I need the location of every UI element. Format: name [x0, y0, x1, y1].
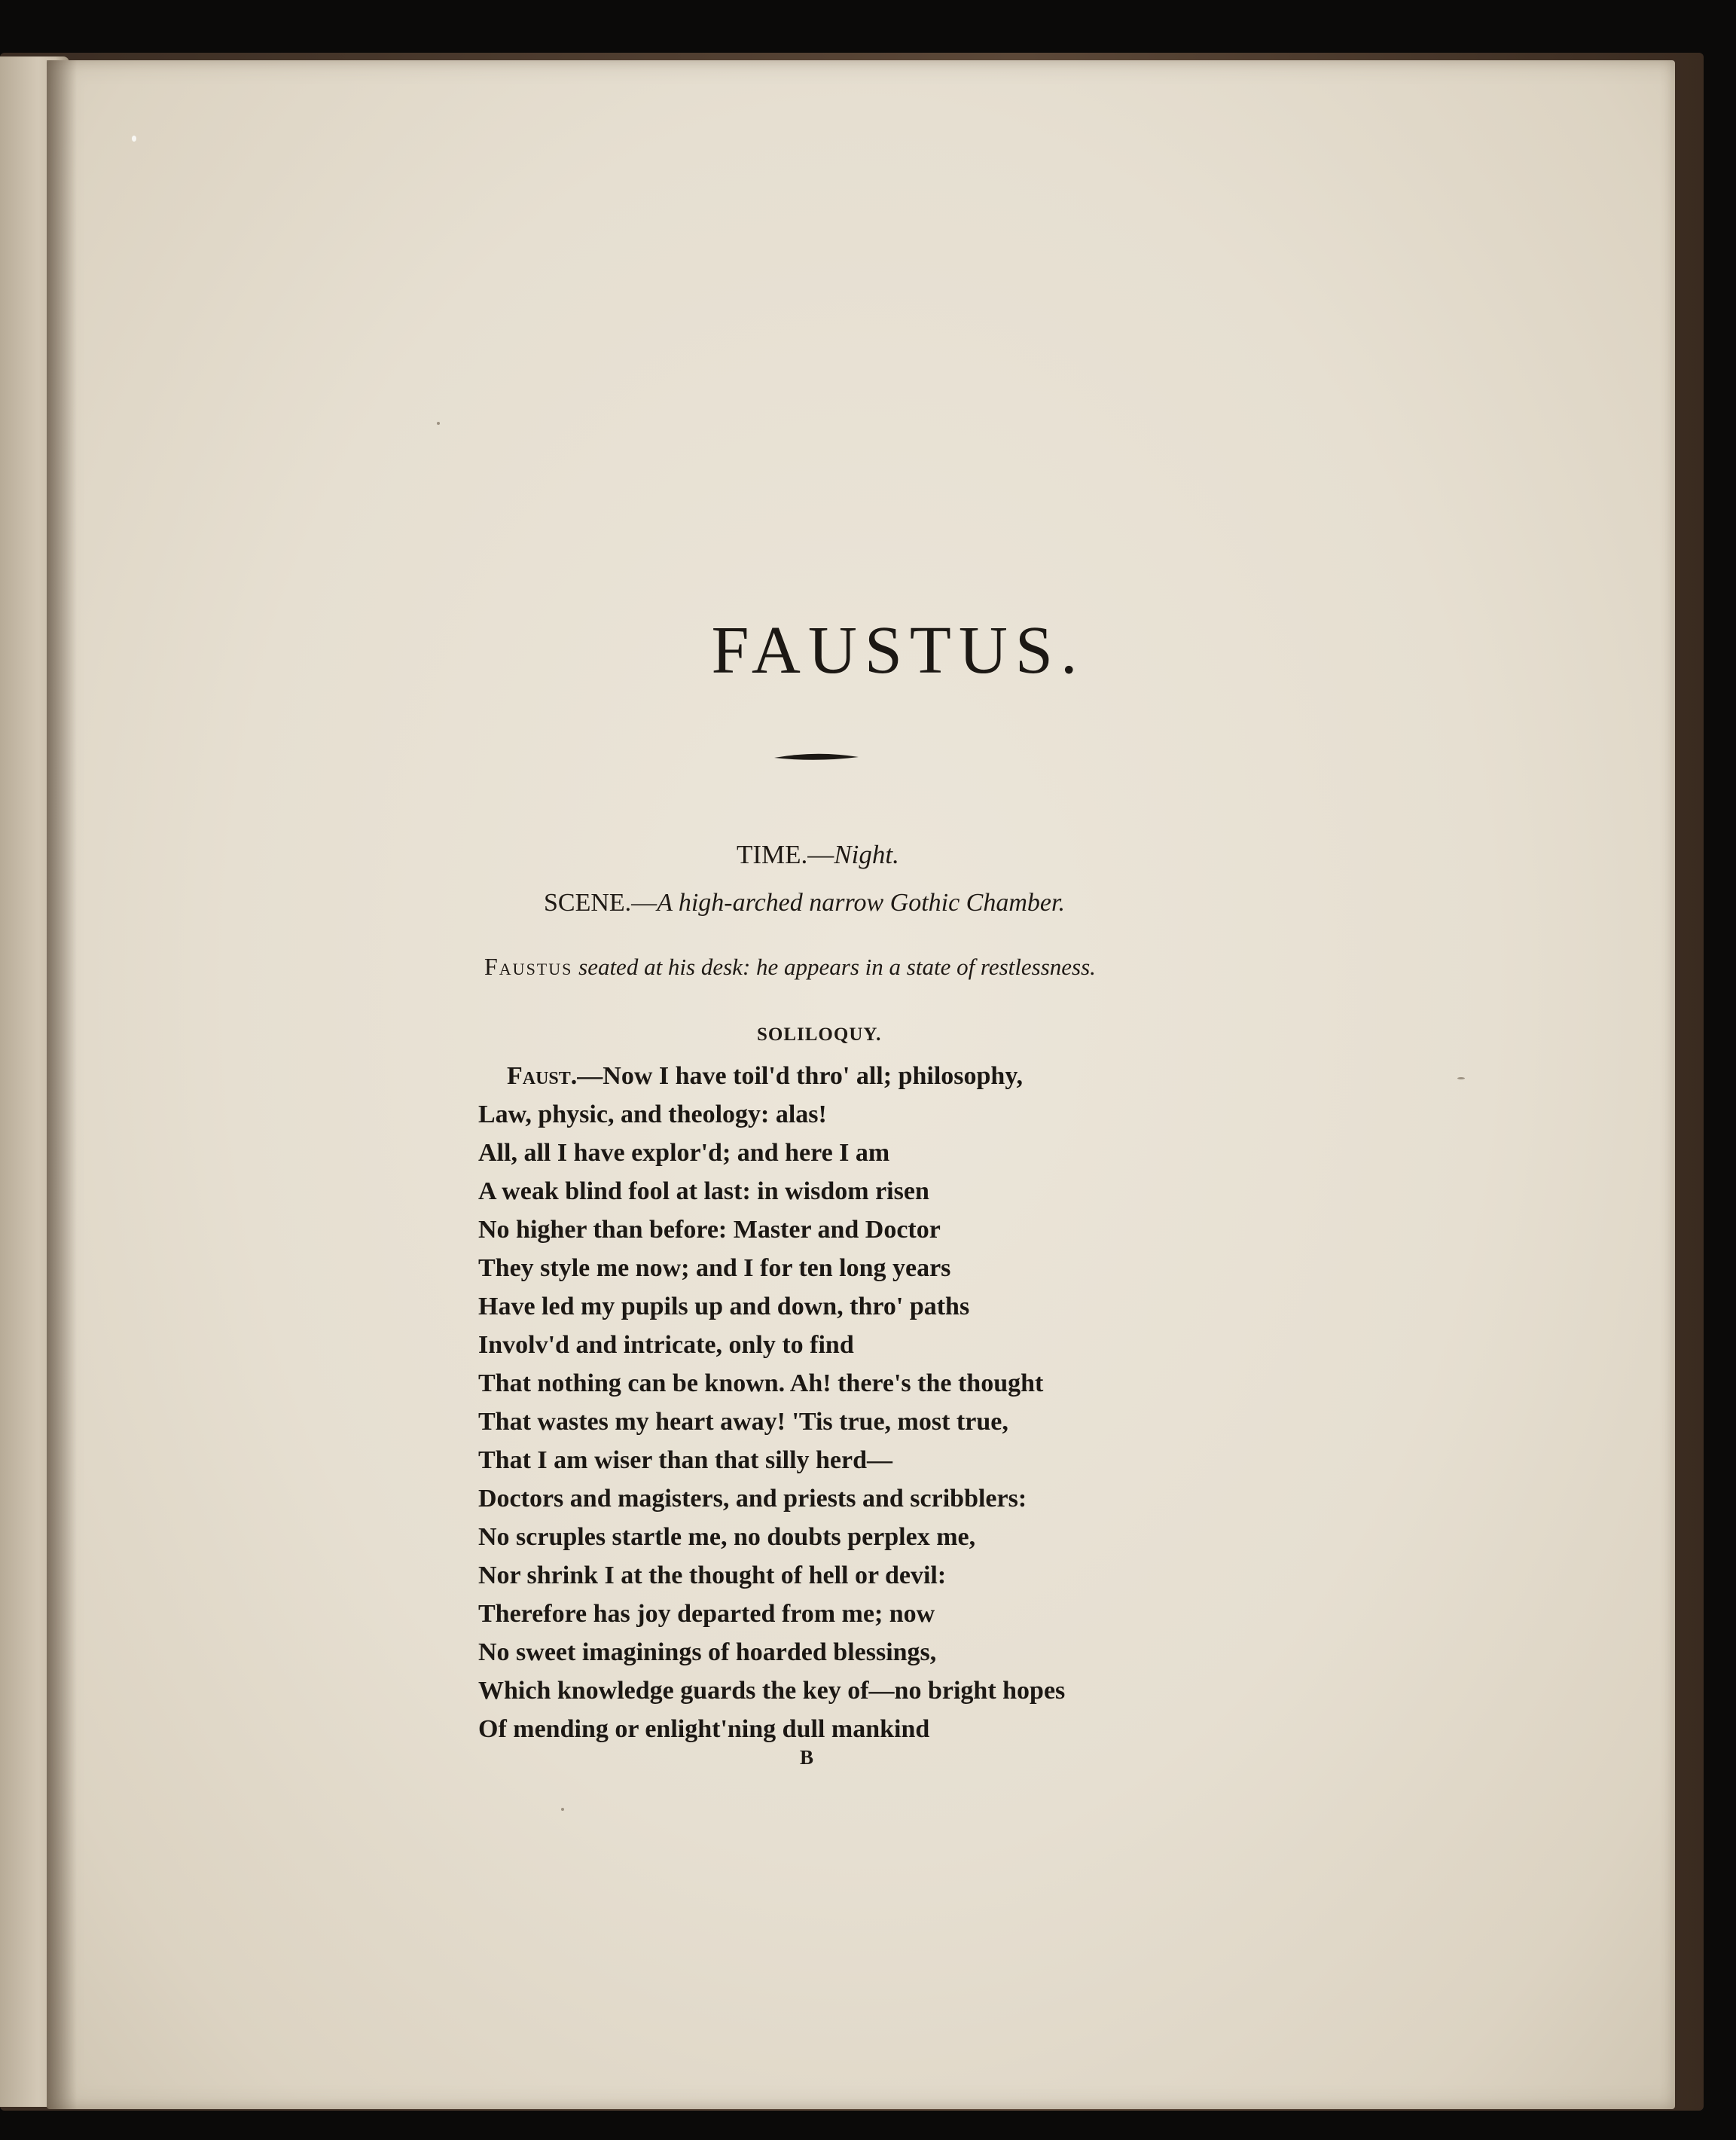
scene-line	[544, 889, 1065, 917]
verse-line: Involv'd and intricate, only to find	[478, 1331, 854, 1359]
page-gutter-shadow	[47, 60, 77, 2109]
verse-line: That nothing can be known. Ah! there's the thought	[478, 1369, 1044, 1397]
stage-direction-text: seated at his desk: he appears in a state of restlessness.	[578, 954, 1096, 980]
verse-line-first-text: —Now I have toil'd thro' all; philosophy,	[577, 1062, 1023, 1090]
verse-line-first	[478, 1057, 1065, 1095]
scene-value: A high-arched narrow Gothic Chamber.	[657, 889, 1065, 917]
verse-line: That I am wiser than that silly herd—	[478, 1446, 893, 1474]
verse-block	[478, 1057, 1065, 1748]
scene-label: SCENE.—	[544, 889, 657, 917]
stage-speaker: Faustus	[484, 953, 573, 980]
verse-line: No scruples startle me, no doubts perplex me,	[478, 1523, 976, 1551]
verse-line: Doctors and magisters, and priests and scribblers:	[478, 1485, 1027, 1513]
verse-line: Have led my pupils up and down, thro' paths	[478, 1293, 970, 1320]
verse-line: Of mending or enlight'ning dull mankind	[478, 1715, 930, 1743]
verse-line: Law, physic, and theology: alas!	[478, 1101, 827, 1128]
speaker-name: Faust.	[507, 1062, 578, 1090]
paper-speck	[437, 422, 440, 425]
paper-speck	[561, 1808, 564, 1811]
verse-line: All, all I have explor'd; and here I am	[478, 1139, 890, 1167]
verse-line: A weak blind fool at last: in wisdom risen	[478, 1177, 929, 1205]
ornamental-rule	[774, 752, 859, 762]
page-title: FAUSTUS.	[711, 613, 1085, 688]
verse-line: That wastes my heart away! 'Tis true, most true,	[478, 1408, 1008, 1436]
verse-line: They style me now; and I for ten long years	[478, 1254, 951, 1282]
section-heading: SOLILOQUY.	[757, 1024, 882, 1045]
signature-mark: B	[800, 1746, 814, 1769]
stage-direction	[484, 953, 1096, 981]
time-line	[737, 840, 899, 870]
time-label: TIME.—	[737, 840, 834, 869]
time-value: Night.	[834, 840, 899, 869]
verse-line: Which knowledge guards the key of—no bright hopes	[478, 1677, 1066, 1705]
paper-speck	[1457, 1077, 1465, 1079]
verse-line: Therefore has joy departed from me; now	[478, 1600, 935, 1628]
verse-line: No higher than before: Master and Doctor	[478, 1216, 941, 1244]
verse-line: Nor shrink I at the thought of hell or devil:	[478, 1561, 947, 1589]
paper-speck	[132, 136, 136, 142]
verse-line: No sweet imaginings of hoarded blessings,	[478, 1638, 937, 1666]
